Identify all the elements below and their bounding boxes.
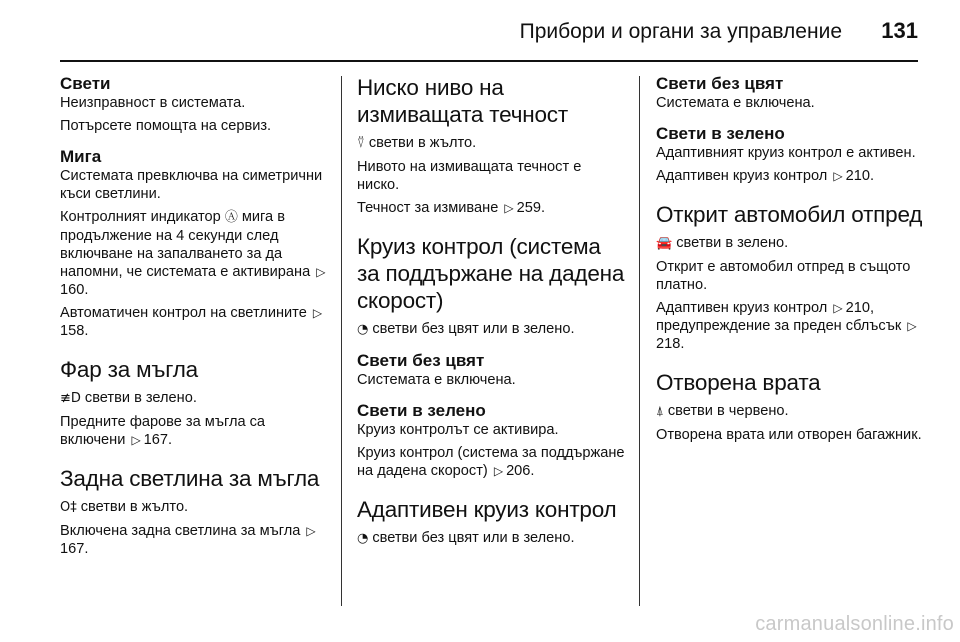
header-divider xyxy=(60,60,918,62)
paragraph xyxy=(656,234,924,253)
text: светви в жълто. xyxy=(368,135,477,151)
text: Течност за измиване xyxy=(357,200,499,216)
section-title: Круиз контрол (система за поддържане на дадена скорост) xyxy=(357,234,625,313)
section-heading: Свети xyxy=(60,74,111,93)
page-reference[interactable]: 206. xyxy=(506,463,535,479)
paragraph xyxy=(60,522,330,558)
page-reference[interactable]: 210. xyxy=(845,168,874,184)
text: Контролният индикатор xyxy=(60,209,221,225)
paragraph xyxy=(60,413,330,449)
column-2 xyxy=(357,72,627,553)
washer-fluid-icon: ⍢ xyxy=(357,136,365,151)
adaptive-cruise-icon: ◔ xyxy=(357,531,369,546)
paragraph: Системата е включена. xyxy=(656,95,815,111)
indicator-icon: Ⓐ xyxy=(224,210,238,225)
page-reference[interactable]: 210, xyxy=(845,300,874,316)
page-reference-icon: ▷ xyxy=(306,524,316,538)
paragraph xyxy=(357,320,627,339)
paragraph xyxy=(656,402,924,421)
paragraph xyxy=(656,299,924,353)
section-title: Адаптивен круиз контрол xyxy=(357,497,617,522)
page-reference-icon: ▷ xyxy=(833,301,843,315)
paragraph: Адаптивният круиз контрол е активен. xyxy=(656,145,916,161)
section-heading: Свети в зелено xyxy=(656,124,785,143)
section-heading: Свети в зелено xyxy=(357,401,486,420)
page-reference-icon: ▷ xyxy=(907,319,917,333)
paragraph xyxy=(60,208,330,299)
page-number: 131 xyxy=(881,18,918,43)
page-reference-icon: ▷ xyxy=(131,433,141,447)
section-title: Задна светлина за мъгла xyxy=(60,466,320,491)
page-reference-icon: ▷ xyxy=(833,169,843,183)
section-title: Отворена врата xyxy=(656,370,821,395)
text: светви в зелено. xyxy=(84,390,197,406)
door-open-icon: ⍋ xyxy=(656,404,664,419)
text: Автоматичен контрол на светлините xyxy=(60,305,307,321)
car-front-icon: 🚘 xyxy=(656,236,673,251)
text: Включена задна светлина за мъгла xyxy=(60,523,301,539)
page-reference[interactable]: 218. xyxy=(656,336,685,352)
text: Предните фарове за мъгла са включени xyxy=(60,414,266,448)
page-reference-icon: ▷ xyxy=(504,201,514,215)
column-3 xyxy=(656,72,924,449)
section-heading: Свети без цвят xyxy=(656,74,784,93)
section-heading: Свети без цвят xyxy=(357,351,485,370)
paragraph: Неизправност в системата. xyxy=(60,95,246,111)
paragraph xyxy=(60,498,330,517)
section-title: Фар за мъгла xyxy=(60,357,198,382)
column-divider xyxy=(341,76,342,606)
section-title: Ниско ниво на измиващата течност xyxy=(357,75,568,127)
text: светви без цвят или в зелено. xyxy=(372,530,575,546)
section-heading: Мига xyxy=(60,147,102,166)
page-reference-icon: ▷ xyxy=(312,306,323,320)
paragraph xyxy=(60,304,330,340)
page-reference[interactable]: 158. xyxy=(60,323,89,339)
paragraph: Круиз контролът се активира. xyxy=(357,422,559,438)
paragraph: Открит е автомобил отпред в същото платно. xyxy=(656,259,911,293)
paragraph: Потърсете помощта на сервиз. xyxy=(60,118,272,134)
page-reference[interactable]: 259. xyxy=(516,200,546,216)
paragraph xyxy=(656,167,924,185)
rear-fog-light-icon: O‡ xyxy=(60,500,77,515)
text: светви в жълто. xyxy=(80,499,189,515)
column-divider xyxy=(639,76,640,606)
cruise-control-icon: ◔ xyxy=(357,322,369,337)
paragraph: Нивото на измиващата течност е ниско. xyxy=(357,159,582,193)
paragraph: Системата е включена. xyxy=(357,372,516,388)
paragraph xyxy=(357,529,627,548)
watermark: carmanualsonline.info xyxy=(755,613,954,635)
paragraph xyxy=(357,444,627,480)
column-1 xyxy=(60,72,330,563)
paragraph xyxy=(60,389,330,408)
text: светви без цвят или в зелено. xyxy=(372,321,575,337)
page-reference[interactable]: 160. xyxy=(60,282,89,298)
page-reference[interactable]: 167. xyxy=(60,541,89,557)
paragraph xyxy=(357,134,627,153)
text: предупреждение за преден сблъсък xyxy=(656,318,902,334)
page-reference-icon: ▷ xyxy=(493,464,504,478)
text: светви в зелено. xyxy=(676,235,789,251)
text: Адаптивен круиз контрол xyxy=(656,300,828,316)
section-title: Открит автомобил отпред xyxy=(656,202,923,227)
page-reference-icon: ▷ xyxy=(316,265,326,279)
header-title: Прибори и органи за управление xyxy=(519,20,842,43)
text: мига в продължение на 4 секунди след включване на запалването за да напомни, че системата е активирана xyxy=(60,209,311,280)
text: Адаптивен круиз контрол xyxy=(656,168,828,184)
page-header xyxy=(0,0,960,60)
text: Круиз контрол (система за поддържане на дадена скорост) xyxy=(357,445,625,479)
text: светви в червено. xyxy=(667,403,789,419)
paragraph: Отворена врата или отворен багажник. xyxy=(656,427,922,443)
paragraph xyxy=(357,199,627,217)
page-reference[interactable]: 167. xyxy=(143,432,173,448)
paragraph: Системата превключва на симетрични къси светлини. xyxy=(60,168,323,202)
front-fog-light-icon: ≢D xyxy=(60,391,81,406)
